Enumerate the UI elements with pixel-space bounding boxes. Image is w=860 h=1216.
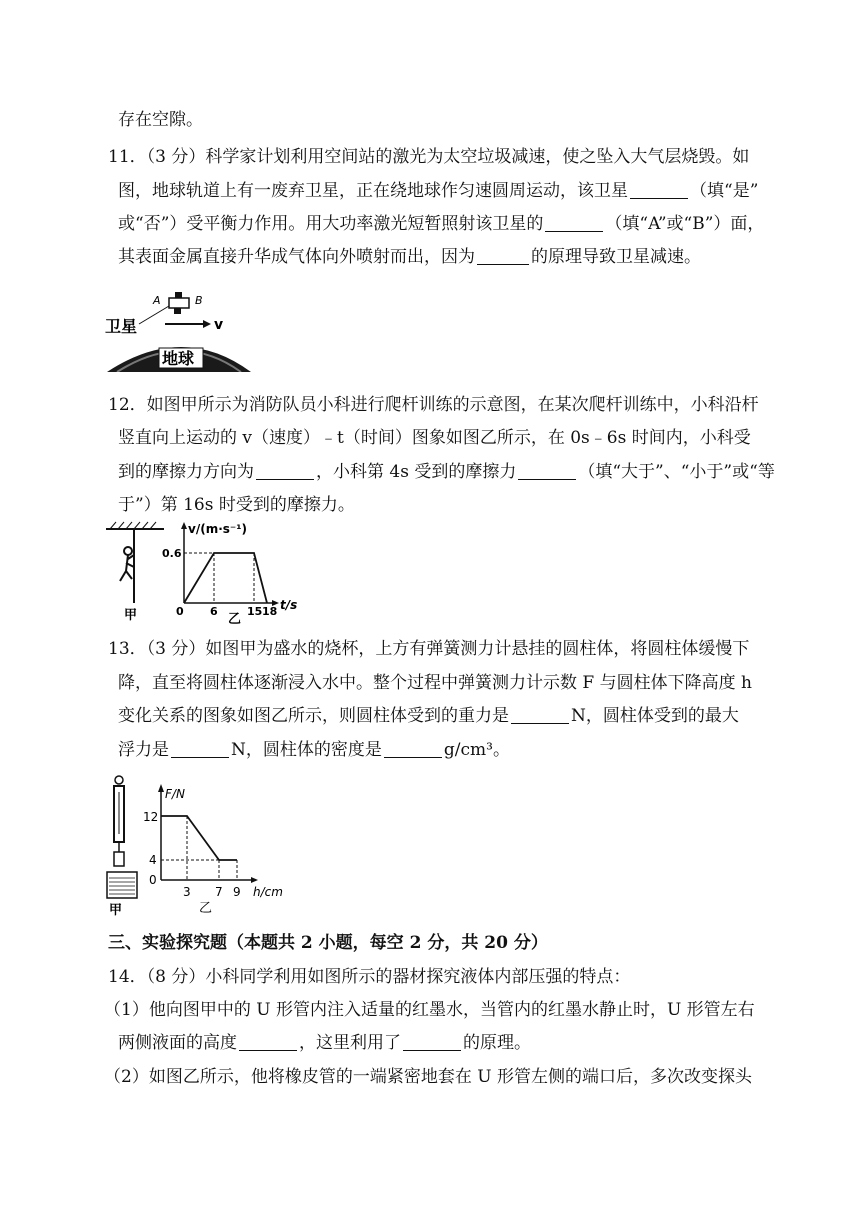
q11-line1 xyxy=(108,146,749,168)
q11-line3 xyxy=(118,213,764,235)
section-3-heading: 三、实验探究题（本题共 2 小题，每空 2 分，共 20 分） xyxy=(108,933,548,953)
q13-line1 xyxy=(108,638,749,660)
q12-line1 xyxy=(108,394,759,416)
q13-text-4b: N，圆柱体的密度是 xyxy=(231,740,382,760)
q12-line2: 竖直向上运动的 v（速度）﹣t（时间）图象如图乙所示，在 0s﹣6s 时间内，小科受 xyxy=(118,428,751,448)
q14-part2-line1: （2）如图乙所示，他将橡皮管的一端紧密地套在 U 形管左侧的端口后，多次改变探头 xyxy=(104,1067,752,1087)
q11-number: 11． xyxy=(108,147,147,167)
q13-line2: 降，直至将圆柱体逐渐浸入水中。整个过程中弹簧测力计示数 F 与圆柱体下降高度 h xyxy=(118,673,752,693)
fh-curve xyxy=(161,816,237,860)
q11-text-4b: 的原理导致卫星减速。 xyxy=(531,247,701,267)
vt-curve xyxy=(184,553,267,603)
q11-blank-3[interactable] xyxy=(477,247,529,265)
satellite-body xyxy=(169,298,189,308)
q14-text-p1b: 两侧液面的高度 xyxy=(118,1033,237,1053)
q14-text-1: 小科同学利用如图所示的器材探究液体内部压强的特点： xyxy=(205,967,631,987)
q13-origin: 0 xyxy=(149,873,157,887)
q13-x-tick-3: 3 xyxy=(183,885,191,899)
q12-text-3c: （填“大于”、“小于”或“等 xyxy=(578,462,775,482)
fig-jia-label: 甲 xyxy=(124,608,138,623)
q11-line2 xyxy=(118,180,758,202)
q12-x-tick-15: 15 xyxy=(247,605,263,618)
climber-icon xyxy=(120,547,134,581)
cylinder-icon xyxy=(114,852,124,866)
q12-number: 12． xyxy=(108,395,147,415)
q12-line3 xyxy=(118,461,775,483)
q10-tail: 存在空隙。 xyxy=(118,110,203,130)
q11-blank-2[interactable] xyxy=(545,214,603,232)
velocity-label: v xyxy=(214,317,224,333)
q11-text-2a: 图，地球轨道上有一废弃卫星，正在绕地球作匀速圆周运动，该卫星 xyxy=(118,181,628,201)
buoyancy-figure xyxy=(103,772,293,918)
q13-blank-3[interactable] xyxy=(384,740,442,758)
q13-line3 xyxy=(118,705,739,727)
q14-part1-line1: （1）他向图甲中的 U 形管内注入适量的红墨水，当管内的红墨水静止时，U 形管左右 xyxy=(104,1000,755,1020)
q14-line1 xyxy=(108,966,630,988)
earth-label: 地球 xyxy=(162,349,195,368)
q12-text-3b: ，小科第 4s 受到的摩擦力 xyxy=(316,462,517,482)
face-a-label: A xyxy=(153,294,161,307)
q13-number: 13． xyxy=(108,639,147,659)
satellite-figure xyxy=(103,278,255,372)
q13-y-tick-4: 4 xyxy=(149,853,157,867)
fig-yi-label-2: 乙 xyxy=(199,901,213,916)
q13-y-tick-12: 12 xyxy=(143,810,159,824)
fig-yi-label: 乙 xyxy=(228,612,242,625)
q12-ylabel: v/(m·s⁻¹) xyxy=(188,522,247,536)
climbing-figure xyxy=(104,519,304,625)
q14-text-p1d: 的原理。 xyxy=(463,1033,531,1053)
q14-part1-line2 xyxy=(118,1032,531,1054)
fig-jia-label-2: 甲 xyxy=(109,903,123,918)
q12-xlabel: t/s xyxy=(280,598,298,612)
q11-blank-1[interactable] xyxy=(630,181,688,199)
q13-text-3a: 变化关系的图象如图乙所示，则圆柱体受到的重力是 xyxy=(118,706,509,726)
q11-text-1: 科学家计划利用空间站的激光为太空垃圾减速，使之坠入大气层烧毁。如 xyxy=(205,147,750,167)
q13-text-1: 如图甲为盛水的烧杯，上方有弹簧测力计悬挂的圆柱体，将圆柱体缓慢下 xyxy=(205,639,750,659)
q14-blank-1[interactable] xyxy=(239,1033,297,1051)
q13-blank-1[interactable] xyxy=(511,706,569,724)
q13-xlabel: h/cm xyxy=(253,885,283,899)
q13-score: （3 分） xyxy=(146,639,206,659)
q13-x-tick-7: 7 xyxy=(215,885,223,899)
q13-ylabel: F/N xyxy=(165,787,185,801)
q11-text-4a: 其表面金属直接升华成气体向外喷射而出，因为 xyxy=(118,247,475,267)
q13-text-4c: g/cm³。 xyxy=(443,740,510,760)
q13-line4 xyxy=(118,739,510,761)
face-b-label: B xyxy=(195,294,203,307)
q12-text-3a: 到的摩擦力方向为 xyxy=(118,462,254,482)
q14-text-p1c: ，这里利用了 xyxy=(299,1033,401,1053)
q14-score: （8 分） xyxy=(146,967,206,987)
q13-text-4a: 浮力是 xyxy=(118,740,169,760)
q11-text-3b: （填“A”或“B”）面， xyxy=(605,214,765,234)
q13-blank-2[interactable] xyxy=(171,740,229,758)
q12-x-tick-18: 18 xyxy=(262,605,278,618)
q12-blank-1[interactable] xyxy=(256,462,314,480)
q11-score: （3 分） xyxy=(146,147,206,167)
q11-text-2b: （填“是” xyxy=(690,181,759,201)
q12-y-tick-0.6: 0.6 xyxy=(162,547,182,560)
q13-x-tick-9: 9 xyxy=(233,885,241,899)
q12-text-1: 如图甲所示为消防队员小科进行爬杆训练的示意图，在某次爬杆训练中，小科沿杆 xyxy=(146,395,759,415)
q12-origin: 0 xyxy=(176,605,184,618)
q13-text-3b: N，圆柱体受到的最大 xyxy=(571,706,739,726)
q12-blank-2[interactable] xyxy=(518,462,576,480)
q12-line4: 于”）第 16s 时受到的摩擦力。 xyxy=(118,495,355,515)
q11-line4 xyxy=(118,246,701,268)
satellite-label: 卫星 xyxy=(105,317,138,336)
q14-number: 14． xyxy=(108,967,147,987)
q11-text-3a: 或“否”）受平衡力作用。用大功率激光短暂照射该卫星的 xyxy=(118,214,544,234)
q12-x-tick-6: 6 xyxy=(210,605,218,618)
q14-blank-2[interactable] xyxy=(403,1033,461,1051)
